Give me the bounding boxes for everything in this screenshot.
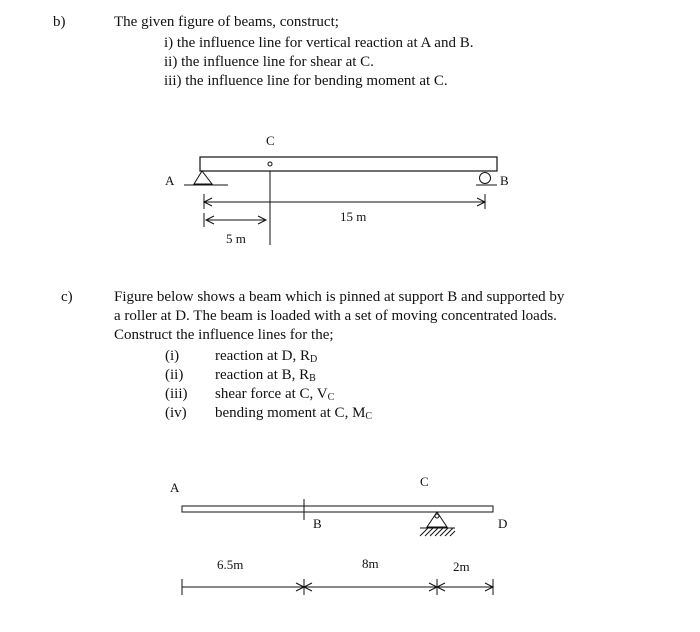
figure-c-dim-bc: 8m (362, 556, 379, 571)
section-b-intro: The given figure of beams, construct; (114, 14, 339, 30)
section-c-item-text-2: reaction at B, $R_B$ (215, 367, 316, 384)
section-c-item-text-1: reaction at D, $R_D$ (215, 348, 318, 365)
figure-b-roller-b (480, 173, 491, 184)
figure-b-label-a: A (165, 173, 175, 188)
figure-b-dim-ab: 15 m (340, 209, 367, 224)
section-b-item-1: i) the influence line for vertical reaction at A and B. (164, 35, 474, 51)
figure-b-pin-support-a (194, 171, 212, 184)
section-b-label: b) (53, 14, 66, 30)
figure-b-dim-ac: 5 m (226, 231, 246, 246)
figure-b-label-c: C (266, 133, 275, 148)
section-c-item-text-4: bending moment at C, $M_C$ (215, 405, 373, 422)
figure-c-dim-ab: 6.5m (217, 557, 244, 572)
section-b-item-3: iii) the influence line for bending moment at C. (164, 73, 448, 89)
section-c-paragraph-line-3: Construct the influence lines for the; (114, 327, 334, 343)
section-c-paragraph-line-2: a roller at D. The beam is loaded with a set of moving concentrated loads. (114, 308, 557, 324)
section-b-item-2: ii) the influence line for shear at C. (164, 54, 374, 70)
figure-b-beam (200, 157, 497, 171)
figure-b-hinge-c (268, 162, 272, 166)
figure-c-label-b: B (313, 516, 322, 531)
section-c-item-num-2: (ii) (165, 367, 184, 383)
section-c-item-num-4: (iv) (165, 405, 187, 421)
section-c-label: c) (61, 289, 73, 305)
figure-c-ground-hatch (420, 528, 455, 536)
figure-c-label-c: C (420, 474, 429, 489)
figure-c-dim-cd: 2m (453, 559, 470, 574)
figure-c-label-a: A (170, 480, 180, 495)
figure-c-beam (182, 506, 493, 512)
section-c-item-num-3: (iii) (165, 386, 188, 402)
section-c-paragraph-line-1: Figure below shows a beam which is pinned at support B and supported by (114, 289, 565, 305)
figure-c-label-d: D (498, 516, 508, 531)
figure-b-label-b: B (500, 173, 509, 188)
section-c-item-text-3: shear force at C, $V_C$ (215, 386, 335, 403)
section-c-item-num-1: (i) (165, 348, 180, 364)
